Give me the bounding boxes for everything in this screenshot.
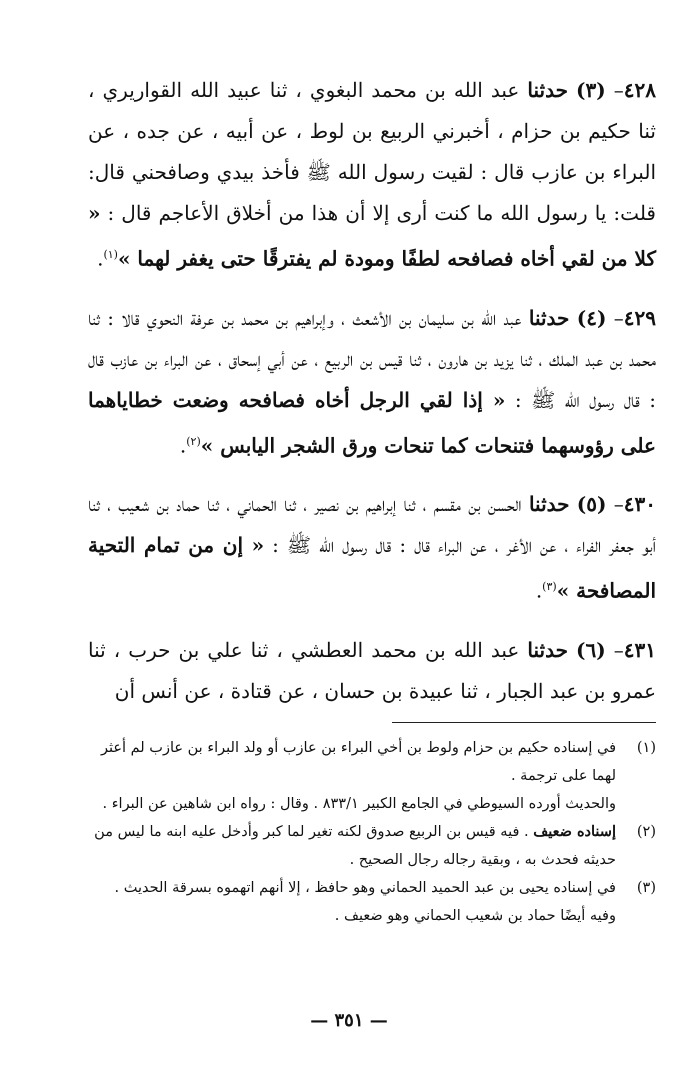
footnote-number: (٣)	[636, 880, 656, 896]
hadith-subnumber: (٥)	[576, 492, 607, 517]
footnote-ref: (٣)	[542, 580, 557, 594]
footnote-line: في إسناده حكيم بن حزام ولوط بن أخي البراء بن عازب أو ولد البراء بن عازب لم أعثر لهما على ترجمة .	[100, 740, 616, 784]
hadith-keyword: حدثنا	[528, 305, 570, 330]
hadith-keyword: حدثنا	[527, 637, 568, 662]
hadith-keyword: حدثنا	[527, 78, 568, 102]
hadith-quote: « كلا من لقي أخاه فصافحه لطفًا ومودة لم يفترقًا حتى يغفر لهما »	[88, 201, 656, 271]
hadith-text: الحسن بن مقسم ، ثنا إبراهيم بن نصير ، ثنا الحماني ، ثنا حماد بن شعيب ، ثنا أبو جعفر الفراء ، عن الأغر ، عن البراء قال : قال رسول الله ﷺ :	[88, 492, 656, 558]
footnote-bold: إسناده ضعيف	[533, 823, 616, 840]
footnote-3	[88, 874, 656, 930]
footnote-line: . فيه قيس بن الربيع صدوق لكنه تغير لما كبر وأدخل عليه ابنه ما ليس من حديثه فحدث به ، وبقية رجاله رجال الصحيح .	[94, 824, 616, 868]
footnote-ref: (١)	[103, 248, 118, 261]
footnote-line: وفيه أيضًا حماد بن شعيب الحماني وهو ضعيف .	[334, 908, 616, 924]
footnote-1	[88, 734, 656, 818]
footnote-line: في إسناده يحيى بن عبد الحميد الحماني وهو حافظ ، إلا أنهم اتهموه بسرقة الحديث .	[114, 880, 616, 896]
hadith-quote: « إن من تمام التحية المصافحة »	[88, 533, 656, 603]
footnote-number: (٢)	[636, 824, 656, 840]
hadith-number: ٤٣٠	[623, 492, 657, 517]
page-number: — ٣٥١ —	[310, 1010, 388, 1031]
hadith-quote: « إذا لقي الرجل أخاه فصافحه وضعت خطاياهما على رؤوسهما فتنحات كما تنحات ورق الشجر اليابس »	[88, 387, 656, 458]
footnote-line: والحديث أورده السيوطي في الجامع الكبير ٨٣٣/١ . وقال : رواه ابن شاهين عن البراء .	[102, 796, 616, 812]
hadith-431: ٤٣١– (٦) حدثنا عبد الله بن محمد العطشي ، ثنا علي بن حرب ، ثنا عمرو بن عبد الجبار ، ثنا عبيدة بن حسان ، عن قتادة ، عن أنس أن	[88, 637, 656, 703]
hadith-subnumber: (٣)	[576, 78, 606, 102]
footnote-divider	[392, 722, 656, 723]
hadith-subnumber: (٦)	[576, 637, 606, 662]
hadith-number: ٤٢٩	[623, 305, 657, 330]
footnote-ref: (٢)	[186, 434, 201, 448]
hadith-text: عبد الله بن محمد البغوي ، ثنا عبيد الله القواريري ، ثنا حكيم بن حزام ، أخبرني الربيع بن لوط ، عن أبيه ، عن جده ، عن البراء بن عازب قال : لقيت رسول الله ﷺ فأخذ بيدي وصافحني قال: قلت: يا رسول الله ما كنت أرى إلا أن هذا من أخلاق الأعاجم قال :	[88, 78, 656, 225]
hadith-429: ٤٢٩– (٤) حدثنا عبد الله بن سليمان بن الأشعث ، وإبراهيم بن محمد بن عرفة النحوي قالا : ثنا محمد بن عبد الملك ، ثنا يزيد بن هارون ، ثنا قيس بن الربيع ، عن أبي إسحاق ، عن البراء بن عازب قال : قال رسول الله ﷺ : « إذا لقي الرجل أخاه فصافحه وضعت خطاياهما على رؤوسهما فتنحات كما تنحات ورق الشجر اليابس »$^{(٢)}$.	[88, 305, 657, 458]
footnote-number: (١)	[636, 740, 656, 756]
hadith-text: عبد الله بن سليمان بن الأشعث ، وإبراهيم بن محمد بن عرفة النحوي قالا : ثنا محمد بن عبد الملك ، ثنا يزيد بن هارون ، ثنا قيس بن الربيع ، عن أبي إسحاق ، عن البراء بن عازب قال : قال رسول الله ﷺ :	[88, 305, 656, 412]
hadith-430: ٤٣٠– (٥) حدثنا الحسن بن مقسم ، ثنا إبراهيم بن نصير ، ثنا الحماني ، ثنا حماد بن شعيب ، ثنا أبو جعفر الفراء ، عن الأغر ، عن البراء قال : قال رسول الله ﷺ : « إن من تمام التحية المصافحة »$^{(٣)}$.	[88, 492, 657, 603]
hadith-428: ٤٢٨– (٣) حدثنا عبد الله بن محمد البغوي ، ثنا عبيد الله القواريري ، ثنا حكيم بن حزام ، أخبرني الربيع بن لوط ، عن أبيه ، عن جده ، عن البراء بن عازب قال : لقيت رسول الله ﷺ فأخذ بيدي وصافحني قال: قلت: يا رسول الله ما كنت أرى إلا أن هذا من أخلاق الأعاجم قال : « كلا من لقي أخاه فصافحه لطفًا ومودة لم يفترقًا حتى يغفر لهما »$^{(١)}$.	[88, 78, 656, 271]
hadith-keyword: حدثنا	[528, 492, 570, 517]
hadith-subnumber: (٤)	[576, 305, 607, 330]
hadith-number: ٤٣١	[623, 637, 656, 662]
footnote-2	[88, 818, 656, 874]
hadith-number: ٤٢٨	[623, 78, 656, 102]
footnotes	[88, 734, 656, 930]
main-text	[88, 70, 656, 730]
hadith-text: عبد الله بن محمد العطشي ، ثنا علي بن حرب ، ثنا عمرو بن عبد الجبار ، ثنا عبيدة بن حسان ، عن قتادة ، عن أنس أن	[88, 637, 656, 703]
